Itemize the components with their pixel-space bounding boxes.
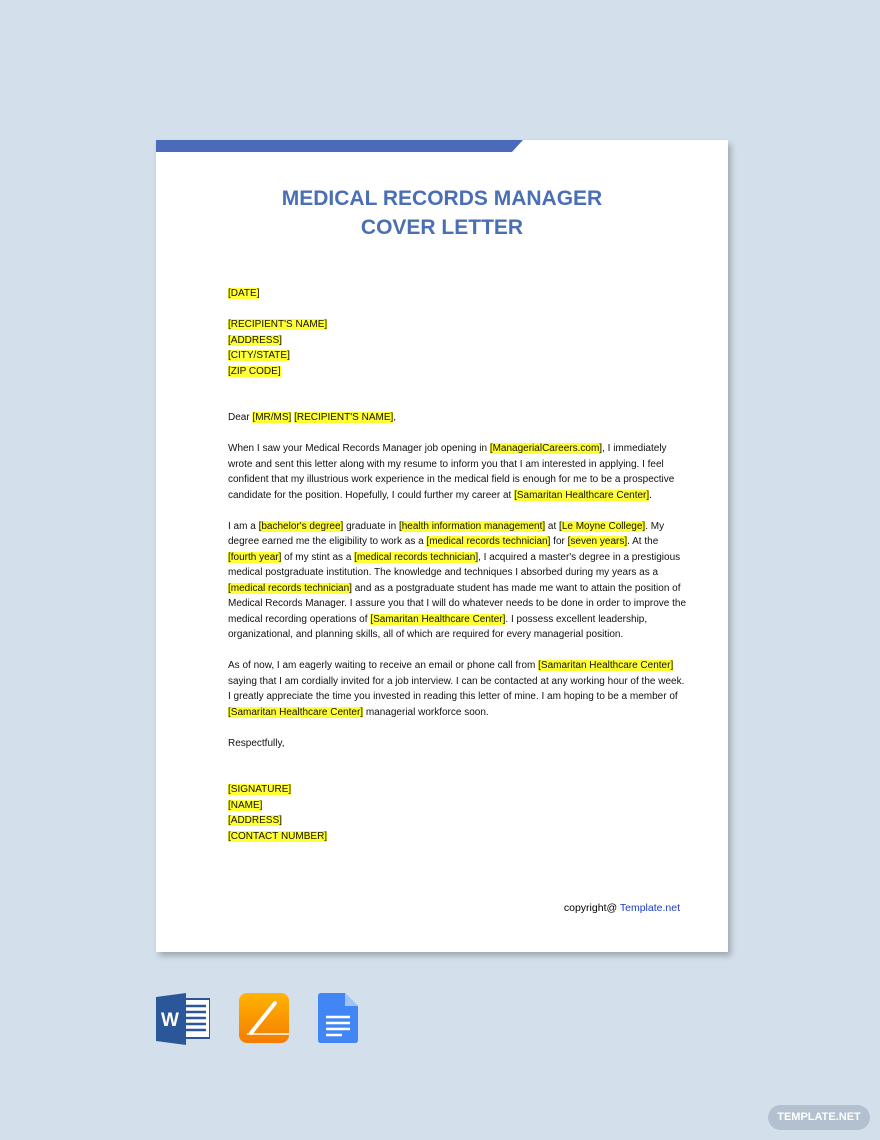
- text-segment: graduate in: [343, 520, 399, 532]
- copyright-prefix: copyright@: [563, 902, 620, 914]
- placeholder-highlight: [fourth year]: [228, 551, 282, 563]
- date-placeholder: [DATE]: [228, 288, 260, 299]
- salutation: [228, 410, 688, 426]
- placeholder-highlight: [medical records technician]: [426, 536, 551, 547]
- placeholder-highlight: [ManagerialCareers.com]: [489, 443, 603, 454]
- paragraph-1: [228, 441, 688, 503]
- placeholder-highlight: [RECIPIENT'S NAME]: [294, 412, 394, 423]
- placeholder-highlight: [Samaritan Healthcare Center]: [228, 706, 364, 718]
- document-page: [156, 140, 728, 952]
- template-link[interactable]: Template.net: [619, 902, 680, 914]
- placeholder-highlight: [bachelor's degree]: [258, 520, 344, 532]
- header-accent-bar: [156, 140, 523, 152]
- text-segment: , I acquired a master's degree in a prestigious medical postgraduate institution. The knowledge and techniques I absorbed during my years as a: [228, 551, 681, 578]
- title-line-2: COVER LETTER: [360, 216, 524, 239]
- text-segment: As of now, I am eagerly waiting to receive an email or phone call from: [228, 660, 539, 671]
- recipient-city: [CITY/STATE]: [228, 350, 290, 361]
- copyright: [564, 902, 680, 914]
- paragraph-2: [228, 519, 688, 643]
- svg-text:W: W: [161, 1010, 179, 1031]
- text-segment: . I possess excellent leadership, organizational, and planning skills, all of which are required for every managerial position.: [228, 613, 648, 640]
- signature-block: [228, 782, 688, 844]
- text-segment: , I immediately wrote and sent this letter along with my resume to inform you that I am interested in applying. I feel confident that my illustrious work experience in the medical field is enough for me to be a prospective candidate for the position. Hopefully, I could further my career at: [228, 443, 675, 501]
- template-net-badge[interactable]: TEMPLATE.NET: [768, 1105, 870, 1130]
- text-segment: I am a: [228, 520, 259, 532]
- signature-placeholder: [SIGNATURE]: [228, 784, 292, 795]
- placeholder-highlight: [Samaritan Healthcare Center]: [370, 613, 506, 625]
- placeholder-highlight: [medical records technician]: [354, 551, 479, 563]
- closing: Respectfully,: [228, 737, 285, 749]
- text-segment: for: [550, 536, 568, 547]
- text-segment: Dear: [228, 412, 253, 423]
- text-segment: managerial workforce soon.: [363, 706, 489, 718]
- text-segment: .: [649, 489, 652, 501]
- placeholder-highlight: [Samaritan Healthcare Center]: [538, 660, 674, 671]
- recipient-name: [RECIPIENT'S NAME]: [228, 319, 328, 330]
- letter-body: [228, 286, 688, 844]
- recipient-block: [228, 317, 688, 379]
- placeholder-highlight: [health information management]: [398, 520, 546, 532]
- recipient-zip: [ZIP CODE]: [228, 365, 281, 377]
- contact-placeholder: [CONTACT NUMBER]: [228, 830, 328, 842]
- placeholder-highlight: [Samaritan Healthcare Center]: [514, 489, 650, 501]
- text-segment: When I saw your Medical Records Manager job opening in: [228, 443, 490, 454]
- text-segment: . At the: [627, 536, 659, 547]
- text-segment: ,: [393, 412, 397, 423]
- placeholder-highlight: [medical records technician]: [228, 582, 352, 594]
- address-placeholder: [ADDRESS]: [228, 815, 282, 826]
- text-segment: of my stint as a: [281, 551, 355, 563]
- text-segment: at: [545, 520, 560, 532]
- name-placeholder: [NAME]: [228, 799, 263, 811]
- google-docs-icon[interactable]: [318, 993, 358, 1043]
- pages-icon[interactable]: [239, 993, 289, 1043]
- word-icon[interactable]: [156, 993, 210, 1045]
- placeholder-highlight: [seven years]: [567, 536, 628, 547]
- recipient-address: [ADDRESS]: [228, 334, 282, 346]
- placeholder-highlight: [MR/MS]: [252, 412, 292, 423]
- placeholder-highlight: [Le Moyne College]: [559, 520, 646, 532]
- document-title: [156, 184, 728, 242]
- text-segment: and as a postgraduate student has made me want to attain the position of Medical Records Manager. I assure you that I will do whatever needs to be done in order to improve the medical recording operations of: [228, 582, 687, 625]
- text-segment: . My degree earned me the eligibility to work as a: [228, 520, 665, 547]
- text-segment: saying that I am cordially invited for a job interview. I can be contacted at any working hour of the week. I greatly appreciate the time you invested in reading this letter of mine. I am hoping to be a member of: [228, 675, 685, 702]
- paragraph-3: [228, 658, 688, 720]
- title-line-1: MEDICAL RECORDS MANAGER: [281, 187, 603, 210]
